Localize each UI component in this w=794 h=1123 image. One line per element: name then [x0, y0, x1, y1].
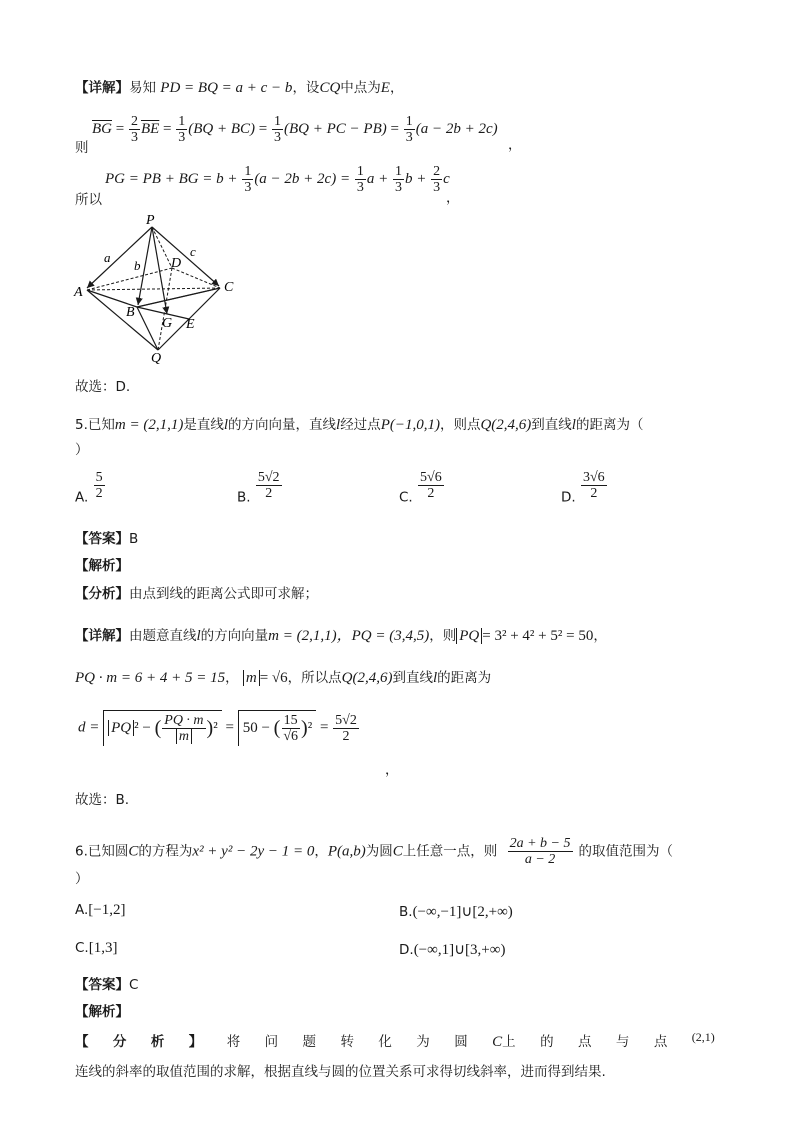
- then-label: 则: [75, 140, 89, 156]
- q6-option-d: D.(−∞,1]∪[3,+∞): [399, 942, 506, 958]
- q6-fraction: $\frac{2a + b - 5}{a - 2}$: [509, 836, 571, 867]
- choice-q5: 故选：B.: [75, 792, 130, 808]
- q5-option-d: D. $\frac{3√6}{2}$: [561, 470, 605, 506]
- q6-fenxi-line: 【 分 析 】 将 问 题 转 化 为 圆 C上 的 点 与 点 (2,1): [75, 1030, 715, 1050]
- label-d: D: [171, 256, 182, 271]
- q6-analysis-tag: 【解析】: [75, 1004, 129, 1020]
- vector-equation: PD = BQ = a + c − b: [160, 80, 293, 96]
- label-vec-b: b: [134, 258, 141, 273]
- q5-fenxi: 【分析】由点到线的距离公式即可求解；: [75, 586, 318, 602]
- choice-q4: 故选：D.: [75, 379, 131, 395]
- label-e: E: [186, 317, 195, 332]
- label-p: P: [146, 213, 155, 228]
- detail-tag: 【详解】: [75, 80, 129, 96]
- q5-detail-line-2: PQ · m = 6 + 4 + 5 = 15， m = √6，所以点Q(2,4,6)到直线l的距离为: [75, 670, 492, 686]
- label-a: A: [74, 285, 83, 300]
- q5-option-b: B. $\frac{5√2}{2}$: [237, 470, 280, 506]
- label-vec-a: a: [104, 250, 111, 265]
- distance-formula: d = PQ ² − ( $\frac{PQ \cdot m}{m}$ )² = 50 − ( $\frac{15}{√6}$ )² = $\frac{5√2}{2}$: [78, 710, 360, 746]
- q5-answer: 【答案】B: [75, 531, 139, 547]
- fraction-2-3: $\frac{2}{3}$: [130, 114, 138, 145]
- label-g: G: [162, 316, 173, 331]
- q5-analysis-tag: 【解析】: [75, 558, 129, 574]
- so-label: 所以: [75, 192, 102, 208]
- edge-pc: [152, 227, 219, 286]
- label-q: Q: [151, 351, 162, 366]
- label-c: C: [224, 280, 234, 295]
- detail-line-1: 【详解】易知 PD = BQ = a + c − b，设CQ中点为E，: [75, 80, 404, 96]
- label-vec-c: c: [190, 244, 196, 259]
- q6-option-c: C.[1,3]: [75, 940, 118, 956]
- q6-fenxi-line-2: 连线的斜率的取值范围的求解，根据直线与圆的位置关系可求得切线斜率，进而得到结果.: [75, 1064, 606, 1080]
- q6-answer: 【答案】C: [75, 977, 139, 993]
- q5-option-c: C. $\frac{5√6}{2}$: [399, 470, 442, 506]
- question-5: 5.已知m = (2,1,1)是直线l的方向向量，直线l经过点P(−1,0,1)，则点Q(2,4,6)到直线l的距离为（: [75, 417, 644, 433]
- question-6: 6.已知圆C的方程为x² + y² − 2y − 1 = 0，P(a,b)为圆C上任意一点，则 $\frac{2a + b - 5}{a - 2}$ 的取值范围为（: [75, 836, 673, 867]
- q5-detail-line-1: 【详解】由题意直线l的方向向量m = (2,1,1)，PQ = (3,4,5)，则 PQ = 3² + 4² + 5² = 50，: [75, 628, 607, 644]
- label-b: B: [126, 305, 135, 320]
- geometry-figure: [72, 210, 242, 370]
- q6-option-b: B.(−∞,−1]∪[2,+∞): [399, 904, 513, 920]
- pg-equation-line: PG = PB + BG = b + $\frac{1}{3}$ (a − 2b + 2c) = $\frac{1}{3}$ a + $\frac{1}{3}$ b + $\frac{2}{3}$ c: [105, 164, 450, 195]
- bg-equation-line: $\overline{BG}$ = $\frac{2}{3}$ $\overline{BE}$ = $\frac{1}{3}$ (BQ + BC) = $\frac{1}{3}$ (BQ + PC − PB) = $\frac{1}{3}$ (a − 2b + 2c): [92, 114, 498, 145]
- q6-option-a: A.[−1,2]: [75, 902, 126, 918]
- q5-option-a: A. $\frac{5}{2}$: [75, 470, 103, 506]
